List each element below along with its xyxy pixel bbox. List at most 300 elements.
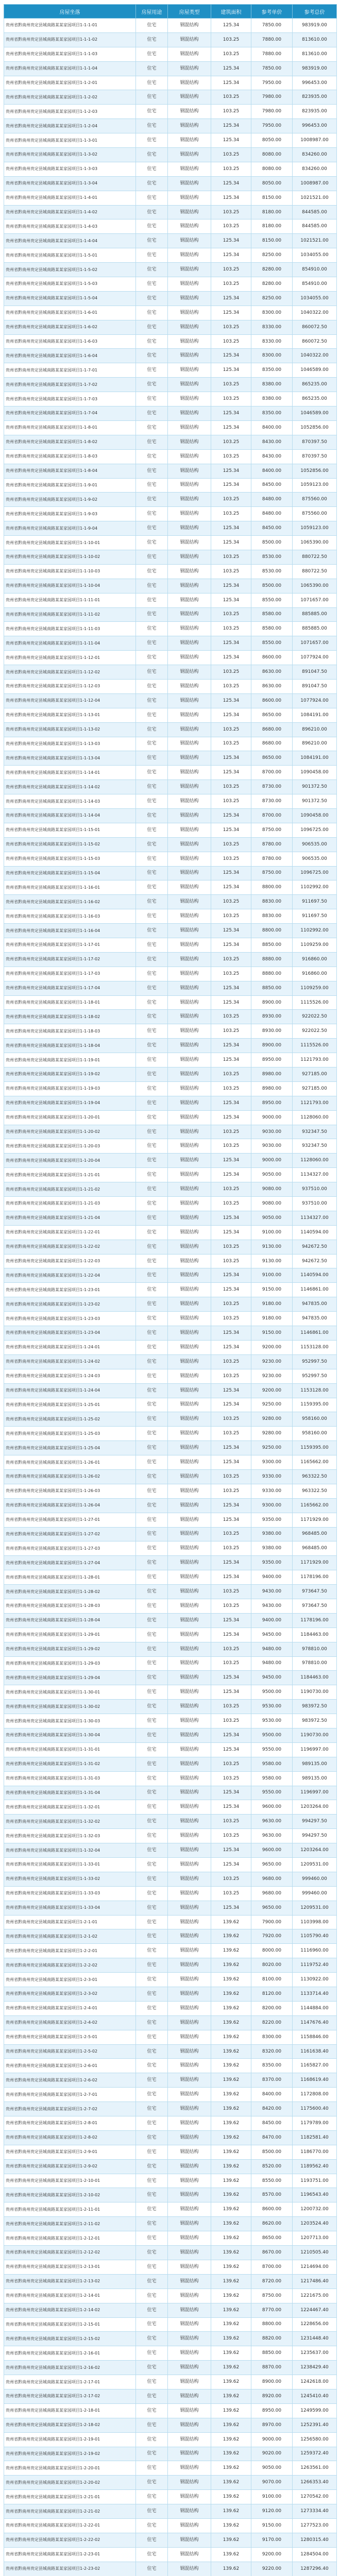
- cell-address: 贵州省黔南州贵定县城南路某某家园项目1-1-12-03: [4, 679, 136, 693]
- cell-unit-price: 9280.00: [251, 1412, 293, 1427]
- table-row: [4, 1110, 337, 1125]
- cell-usage: 住宅: [136, 392, 168, 406]
- cell-unit-price: 8450.00: [251, 521, 293, 536]
- cell-area: 139.62: [211, 1958, 251, 1973]
- cell-area: 125.34: [211, 234, 251, 248]
- table-row: [4, 981, 337, 995]
- cell-area: 125.34: [211, 19, 251, 33]
- cell-total-price: 942672.50: [293, 1254, 337, 1268]
- cell-address: 贵州省黔南州贵定县城南路某某家园项目1-1-12-04: [4, 693, 136, 708]
- cell-usage: 住宅: [136, 349, 168, 363]
- cell-unit-price: 8850.00: [251, 981, 293, 995]
- cell-usage: 住宅: [136, 2504, 168, 2519]
- cell-type: 钢混结构: [168, 1613, 211, 1628]
- table-row: [4, 1125, 337, 1139]
- cell-total-price: 983972.50: [293, 1700, 337, 1714]
- cell-address: 贵州省黔南州贵定县城南路某某家园项目1-1-17-03: [4, 967, 136, 981]
- cell-unit-price: 8080.00: [251, 162, 293, 176]
- cell-total-price: 999460.00: [293, 1872, 337, 1886]
- cell-area: 139.62: [211, 2246, 251, 2260]
- table-row: [4, 1527, 337, 1541]
- cell-type: 钢混结构: [168, 981, 211, 995]
- cell-type: 钢混结构: [168, 148, 211, 162]
- cell-total-price: 1209531.00: [293, 1901, 337, 1915]
- table-row: [4, 1800, 337, 1815]
- cell-total-price: 860072.50: [293, 334, 337, 349]
- cell-type: 钢混结构: [168, 1283, 211, 1297]
- cell-usage: 住宅: [136, 1901, 168, 1915]
- cell-usage: 住宅: [136, 952, 168, 967]
- table-row: [4, 205, 337, 219]
- cell-usage: 住宅: [136, 550, 168, 564]
- cell-address: 贵州省黔南州贵定县城南路某某家园项目1-2-16-01: [4, 2346, 136, 2361]
- cell-address: 贵州省黔南州贵定县城南路某某家园项目1-2-15-01: [4, 2317, 136, 2332]
- cell-unit-price: 8750.00: [251, 866, 293, 880]
- cell-address: 贵州省黔南州贵定县城南路某某家园项目1-1-11-03: [4, 622, 136, 636]
- table-row: [4, 550, 337, 564]
- cell-type: 钢混结构: [168, 1154, 211, 1168]
- cell-usage: 住宅: [136, 1340, 168, 1354]
- table-row: [4, 1958, 337, 1973]
- cell-type: 钢混结构: [168, 1872, 211, 1886]
- cell-type: 钢混结构: [168, 852, 211, 866]
- cell-total-price: 1203264.00: [293, 1843, 337, 1858]
- cell-area: 103.25: [211, 967, 251, 981]
- cell-type: 钢混结构: [168, 708, 211, 722]
- cell-area: 103.25: [211, 1240, 251, 1254]
- cell-type: 钢混结构: [168, 76, 211, 90]
- cell-usage: 住宅: [136, 981, 168, 995]
- table-row: [4, 119, 337, 133]
- cell-unit-price: 9180.00: [251, 1297, 293, 1312]
- cell-type: 钢混结构: [168, 2461, 211, 2476]
- cell-usage: 住宅: [136, 837, 168, 852]
- cell-address: 贵州省黔南州贵定县城南路某某家园项目1-2-2-01: [4, 1944, 136, 1958]
- cell-address: 贵州省黔南州贵定县城南路某某家园项目1-2-5-02: [4, 2044, 136, 2059]
- cell-type: 钢混结构: [168, 2476, 211, 2490]
- cell-unit-price: 9000.00: [251, 2432, 293, 2447]
- cell-usage: 住宅: [136, 2303, 168, 2317]
- cell-type: 钢混结构: [168, 1081, 211, 1096]
- table-row: [4, 306, 337, 320]
- cell-area: 103.25: [211, 1585, 251, 1599]
- cell-total-price: 947835.00: [293, 1297, 337, 1312]
- cell-usage: 住宅: [136, 2231, 168, 2246]
- cell-area: 125.34: [211, 880, 251, 895]
- cell-type: 钢混结构: [168, 47, 211, 61]
- cell-total-price: 1196997.00: [293, 1742, 337, 1757]
- cell-type: 钢混结构: [168, 651, 211, 665]
- cell-unit-price: 8280.00: [251, 263, 293, 277]
- cell-area: 125.34: [211, 693, 251, 708]
- cell-unit-price: 9630.00: [251, 1815, 293, 1829]
- cell-type: 钢混结构: [168, 1714, 211, 1728]
- cell-unit-price: 9150.00: [251, 1326, 293, 1341]
- cell-address: 贵州省黔南州贵定县城南路某某家园项目1-1-28-02: [4, 1585, 136, 1599]
- cell-usage: 住宅: [136, 1053, 168, 1067]
- cell-usage: 住宅: [136, 1154, 168, 1168]
- cell-unit-price: 7900.00: [251, 1915, 293, 1929]
- cell-total-price: 1273334.40: [293, 2504, 337, 2519]
- cell-type: 钢混结构: [168, 2130, 211, 2145]
- table-row: [4, 1197, 337, 1211]
- table-row: [4, 2174, 337, 2188]
- cell-area: 125.34: [211, 1513, 251, 1527]
- cell-usage: 住宅: [136, 32, 168, 47]
- cell-type: 钢混结构: [168, 1527, 211, 1541]
- cell-unit-price: 9230.00: [251, 1369, 293, 1383]
- cell-usage: 住宅: [136, 420, 168, 435]
- cell-total-price: 1133714.40: [293, 1987, 337, 2002]
- cell-usage: 住宅: [136, 2490, 168, 2504]
- cell-total-price: 1008987.00: [293, 133, 337, 148]
- table-row: [4, 895, 337, 909]
- cell-address: 贵州省黔南州贵定县城南路某某家园项目1-1-8-01: [4, 420, 136, 435]
- cell-type: 钢混结构: [168, 1240, 211, 1254]
- cell-area: 103.25: [211, 1829, 251, 1843]
- cell-unit-price: 7950.00: [251, 76, 293, 90]
- cell-total-price: 952997.50: [293, 1369, 337, 1383]
- cell-area: 103.25: [211, 1642, 251, 1656]
- cell-address: 贵州省黔南州贵定县城南路某某家园项目1-1-20-02: [4, 1125, 136, 1139]
- cell-type: 钢混结构: [168, 90, 211, 105]
- cell-type: 钢混结构: [168, 363, 211, 378]
- cell-address: 贵州省黔南州贵定县城南路某某家园项目1-2-7-02: [4, 2102, 136, 2116]
- cell-total-price: 1210505.40: [293, 2246, 337, 2260]
- cell-address: 贵州省黔南州贵定县城南路某某家园项目1-2-5-01: [4, 2030, 136, 2044]
- cell-area: 139.62: [211, 2116, 251, 2131]
- table-row: [4, 2044, 337, 2059]
- cell-total-price: 1119752.40: [293, 1958, 337, 1973]
- cell-unit-price: 8800.00: [251, 880, 293, 895]
- table-row: [4, 2260, 337, 2274]
- cell-usage: 住宅: [136, 1312, 168, 1326]
- cell-address: 贵州省黔南州贵定县城南路某某家园项目1-1-20-01: [4, 1110, 136, 1125]
- cell-address: 贵州省黔南州贵定县城南路某某家园项目1-2-3-02: [4, 1987, 136, 2002]
- cell-type: 钢混结构: [168, 1484, 211, 1498]
- cell-total-price: 1221675.00: [293, 2289, 337, 2303]
- cell-area: 125.34: [211, 1340, 251, 1354]
- cell-usage: 住宅: [136, 1570, 168, 1585]
- table-row: [4, 2389, 337, 2403]
- table-row: [4, 1771, 337, 1786]
- cell-area: 103.25: [211, 1139, 251, 1154]
- cell-type: 钢混结构: [168, 2088, 211, 2102]
- table-row: [4, 2346, 337, 2361]
- cell-area: 103.25: [211, 1700, 251, 1714]
- cell-address: 贵州省黔南州贵定县城南路某某家园项目1-1-32-01: [4, 1800, 136, 1815]
- cell-area: 103.25: [211, 952, 251, 967]
- cell-usage: 住宅: [136, 2030, 168, 2044]
- cell-type: 钢混结构: [168, 2044, 211, 2059]
- cell-unit-price: 9280.00: [251, 1427, 293, 1441]
- table-row: [4, 2030, 337, 2044]
- table-row: [4, 1240, 337, 1254]
- cell-total-price: 1259372.40: [293, 2447, 337, 2461]
- cell-area: 103.25: [211, 1599, 251, 1613]
- cell-area: 139.62: [211, 2432, 251, 2447]
- cell-unit-price: 9300.00: [251, 1455, 293, 1470]
- cell-type: 钢混结构: [168, 291, 211, 306]
- cell-area: 139.62: [211, 2375, 251, 2389]
- cell-unit-price: 8720.00: [251, 2274, 293, 2289]
- cell-usage: 住宅: [136, 2432, 168, 2447]
- table-row: [4, 579, 337, 593]
- cell-usage: 住宅: [136, 1671, 168, 1685]
- cell-type: 钢混结构: [168, 550, 211, 564]
- cell-usage: 住宅: [136, 2562, 168, 2576]
- cell-type: 钢混结构: [168, 277, 211, 292]
- cell-address: 贵州省黔南州贵定县城南路某某家园项目1-1-5-02: [4, 263, 136, 277]
- cell-unit-price: 9680.00: [251, 1872, 293, 1886]
- cell-usage: 住宅: [136, 2188, 168, 2202]
- cell-total-price: 1128060.00: [293, 1154, 337, 1168]
- cell-unit-price: 9100.00: [251, 1225, 293, 1240]
- table-row: [4, 1786, 337, 1800]
- cell-usage: 住宅: [136, 622, 168, 636]
- cell-area: 125.34: [211, 1039, 251, 1053]
- cell-unit-price: 8630.00: [251, 665, 293, 680]
- cell-usage: 住宅: [136, 105, 168, 119]
- cell-address: 贵州省黔南州贵定县城南路某某家园项目1-1-3-02: [4, 148, 136, 162]
- table-row: [4, 1541, 337, 1556]
- cell-total-price: 1046589.00: [293, 363, 337, 378]
- cell-type: 钢混结构: [168, 579, 211, 593]
- cell-address: 贵州省黔南州贵定县城南路某某家园项目1-1-31-02: [4, 1757, 136, 1771]
- cell-type: 钢混结构: [168, 2073, 211, 2088]
- cell-usage: 住宅: [136, 2389, 168, 2403]
- cell-unit-price: 8480.00: [251, 507, 293, 521]
- cell-usage: 住宅: [136, 133, 168, 148]
- cell-unit-price: 8400.00: [251, 2088, 293, 2102]
- cell-total-price: 1121793.00: [293, 1053, 337, 1067]
- price-table: [4, 4, 337, 2576]
- cell-total-price: 1008987.00: [293, 176, 337, 191]
- cell-area: 139.62: [211, 1915, 251, 1929]
- cell-area: 139.62: [211, 2274, 251, 2289]
- cell-total-price: 1242618.00: [293, 2375, 337, 2389]
- cell-area: 103.25: [211, 493, 251, 507]
- cell-area: 139.62: [211, 2260, 251, 2274]
- table-row: [4, 722, 337, 737]
- cell-total-price: 1040322.00: [293, 306, 337, 320]
- cell-total-price: 1182581.40: [293, 2130, 337, 2145]
- cell-area: 125.34: [211, 420, 251, 435]
- cell-address: 贵州省黔南州贵定县城南路某某家园项目1-1-2-02: [4, 90, 136, 105]
- cell-address: 贵州省黔南州贵定县城南路某某家园项目1-1-2-03: [4, 105, 136, 119]
- cell-total-price: 1096725.00: [293, 823, 337, 837]
- cell-usage: 住宅: [136, 19, 168, 33]
- table-row: [4, 2073, 337, 2088]
- cell-address: 贵州省黔南州贵定县城南路某某家园项目1-1-10-04: [4, 579, 136, 593]
- cell-area: 125.34: [211, 363, 251, 378]
- cell-unit-price: 9580.00: [251, 1771, 293, 1786]
- cell-usage: 住宅: [136, 1599, 168, 1613]
- cell-unit-price: 8150.00: [251, 234, 293, 248]
- cell-total-price: 932347.50: [293, 1125, 337, 1139]
- cell-unit-price: 9000.00: [251, 1110, 293, 1125]
- cell-usage: 住宅: [136, 1771, 168, 1786]
- cell-address: 贵州省黔南州贵定县城南路某某家园项目1-1-24-04: [4, 1383, 136, 1398]
- table-row: [4, 1858, 337, 1872]
- cell-type: 钢混结构: [168, 2289, 211, 2303]
- cell-unit-price: 8730.00: [251, 780, 293, 794]
- cell-total-price: 1105790.40: [293, 1929, 337, 1944]
- cell-type: 钢混结构: [168, 1786, 211, 1800]
- cell-address: 贵州省黔南州贵定县城南路某某家园项目1-1-31-04: [4, 1786, 136, 1800]
- cell-type: 钢混结构: [168, 607, 211, 622]
- cell-address: 贵州省黔南州贵定县城南路某某家园项目1-2-1-01: [4, 1915, 136, 1929]
- header-address: 房屋坐落: [4, 5, 136, 19]
- cell-total-price: 1065390.00: [293, 579, 337, 593]
- cell-area: 139.62: [211, 1944, 251, 1958]
- cell-address: 贵州省黔南州贵定县城南路某某家园项目1-1-5-03: [4, 277, 136, 292]
- table-row: [4, 808, 337, 823]
- cell-usage: 住宅: [136, 880, 168, 895]
- cell-unit-price: 8680.00: [251, 722, 293, 737]
- cell-area: 139.62: [211, 2461, 251, 2476]
- cell-total-price: 1165662.00: [293, 1498, 337, 1513]
- cell-total-price: 1059123.00: [293, 478, 337, 493]
- cell-type: 钢混结构: [168, 2274, 211, 2289]
- cell-usage: 住宅: [136, 1110, 168, 1125]
- cell-type: 钢混结构: [168, 263, 211, 277]
- cell-unit-price: 8970.00: [251, 2418, 293, 2432]
- cell-area: 103.25: [211, 162, 251, 176]
- cell-address: 贵州省黔南州贵定县城南路某某家园项目1-1-29-02: [4, 1642, 136, 1656]
- cell-area: 103.25: [211, 1412, 251, 1427]
- cell-area: 103.25: [211, 507, 251, 521]
- table-row: [4, 2490, 337, 2504]
- cell-area: 125.34: [211, 751, 251, 766]
- cell-usage: 住宅: [136, 564, 168, 579]
- cell-address: 贵州省黔南州贵定县城南路某某家园项目1-2-18-01: [4, 2403, 136, 2418]
- table-row: [4, 1283, 337, 1297]
- cell-area: 103.25: [211, 435, 251, 449]
- cell-total-price: 1224467.40: [293, 2303, 337, 2317]
- table-row: [4, 334, 337, 349]
- cell-area: 125.34: [211, 406, 251, 421]
- cell-type: 钢混结构: [168, 349, 211, 363]
- cell-total-price: 901372.50: [293, 780, 337, 794]
- table-row: [4, 2533, 337, 2547]
- cell-type: 钢混结构: [168, 1067, 211, 1082]
- cell-usage: 住宅: [136, 378, 168, 392]
- cell-address: 贵州省黔南州贵定县城南路某某家园项目1-1-6-02: [4, 320, 136, 334]
- cell-type: 钢混结构: [168, 952, 211, 967]
- cell-unit-price: 8020.00: [251, 1958, 293, 1973]
- cell-address: 贵州省黔南州贵定县城南路某某家园项目1-1-10-01: [4, 536, 136, 550]
- cell-address: 贵州省黔南州贵定县城南路某某家园项目1-1-27-04: [4, 1556, 136, 1570]
- cell-address: 贵州省黔南州贵定县城南路某某家园项目1-1-28-01: [4, 1570, 136, 1585]
- cell-address: 贵州省黔南州贵定县城南路某某家园项目1-1-1-03: [4, 47, 136, 61]
- cell-address: 贵州省黔南州贵定县城南路某某家园项目1-2-3-01: [4, 1973, 136, 1987]
- cell-unit-price: 7850.00: [251, 19, 293, 33]
- cell-area: 125.34: [211, 593, 251, 607]
- cell-usage: 住宅: [136, 2332, 168, 2346]
- cell-address: 贵州省黔南州贵定县城南路某某家园项目1-1-15-03: [4, 852, 136, 866]
- table-body: [4, 19, 337, 2576]
- cell-total-price: 896210.00: [293, 722, 337, 737]
- table-row: [4, 1081, 337, 1096]
- cell-total-price: 870397.50: [293, 435, 337, 449]
- cell-total-price: 973647.50: [293, 1599, 337, 1613]
- table-row: [4, 622, 337, 636]
- table-row: [4, 420, 337, 435]
- cell-usage: 住宅: [136, 995, 168, 1010]
- cell-unit-price: 8780.00: [251, 837, 293, 852]
- cell-unit-price: 9180.00: [251, 1312, 293, 1326]
- table-row: [4, 1010, 337, 1024]
- cell-unit-price: 8980.00: [251, 1081, 293, 1096]
- cell-usage: 住宅: [136, 2461, 168, 2476]
- cell-unit-price: 8620.00: [251, 2217, 293, 2231]
- table-row: [4, 636, 337, 651]
- cell-area: 139.62: [211, 2088, 251, 2102]
- cell-type: 钢混结构: [168, 924, 211, 938]
- cell-area: 125.34: [211, 866, 251, 880]
- cell-type: 钢混结构: [168, 1628, 211, 1642]
- cell-type: 钢混结构: [168, 2361, 211, 2375]
- cell-address: 贵州省黔南州贵定县城南路某某家园项目1-1-3-04: [4, 176, 136, 191]
- cell-address: 贵州省黔南州贵定县城南路某某家园项目1-1-19-01: [4, 1053, 136, 1067]
- table-row: [4, 1053, 337, 1067]
- cell-total-price: 865235.00: [293, 378, 337, 392]
- cell-address: 贵州省黔南州贵定县城南路某某家园项目1-2-20-01: [4, 2461, 136, 2476]
- cell-total-price: 1209531.00: [293, 1858, 337, 1872]
- table-row: [4, 2461, 337, 2476]
- cell-usage: 住宅: [136, 1412, 168, 1427]
- cell-usage: 住宅: [136, 2174, 168, 2188]
- cell-usage: 住宅: [136, 507, 168, 521]
- cell-total-price: 996453.00: [293, 76, 337, 90]
- cell-area: 125.34: [211, 1110, 251, 1125]
- cell-type: 钢混结构: [168, 1987, 211, 2002]
- cell-total-price: 1046589.00: [293, 406, 337, 421]
- cell-unit-price: 8550.00: [251, 593, 293, 607]
- cell-address: 贵州省黔南州贵定县城南路某某家园项目1-2-14-01: [4, 2289, 136, 2303]
- cell-total-price: 932347.50: [293, 1139, 337, 1154]
- cell-address: 贵州省黔南州贵定县城南路某某家园项目1-1-17-01: [4, 938, 136, 953]
- cell-unit-price: 8670.00: [251, 2246, 293, 2260]
- cell-area: 103.25: [211, 219, 251, 234]
- cell-type: 钢混结构: [168, 2159, 211, 2174]
- cell-area: 139.62: [211, 2130, 251, 2145]
- cell-type: 钢混结构: [168, 2533, 211, 2547]
- cell-area: 103.25: [211, 622, 251, 636]
- cell-address: 贵州省黔南州贵定县城南路某某家园项目1-1-21-03: [4, 1197, 136, 1211]
- cell-type: 钢混结构: [168, 2246, 211, 2260]
- cell-address: 贵州省黔南州贵定县城南路某某家园项目1-1-13-04: [4, 751, 136, 766]
- cell-address: 贵州省黔南州贵定县城南路某某家园项目1-1-7-01: [4, 363, 136, 378]
- cell-type: 钢混结构: [168, 176, 211, 191]
- cell-type: 钢混结构: [168, 1901, 211, 1915]
- table-row: [4, 1757, 337, 1771]
- cell-area: 103.25: [211, 277, 251, 292]
- cell-address: 贵州省黔南州贵定县城南路某某家园项目1-1-29-04: [4, 1671, 136, 1685]
- cell-address: 贵州省黔南州贵定县城南路某某家园项目1-1-21-01: [4, 1168, 136, 1182]
- cell-address: 贵州省黔南州贵定县城南路某某家园项目1-2-11-02: [4, 2217, 136, 2231]
- cell-type: 钢混结构: [168, 536, 211, 550]
- cell-area: 139.62: [211, 2001, 251, 2015]
- cell-area: 125.34: [211, 1728, 251, 1742]
- cell-total-price: 963322.50: [293, 1484, 337, 1498]
- cell-usage: 住宅: [136, 1929, 168, 1944]
- cell-total-price: 916860.00: [293, 967, 337, 981]
- cell-type: 钢混结构: [168, 1800, 211, 1815]
- cell-total-price: 1165662.00: [293, 1455, 337, 1470]
- cell-address: 贵州省黔南州贵定县城南路某某家园项目1-1-9-01: [4, 478, 136, 493]
